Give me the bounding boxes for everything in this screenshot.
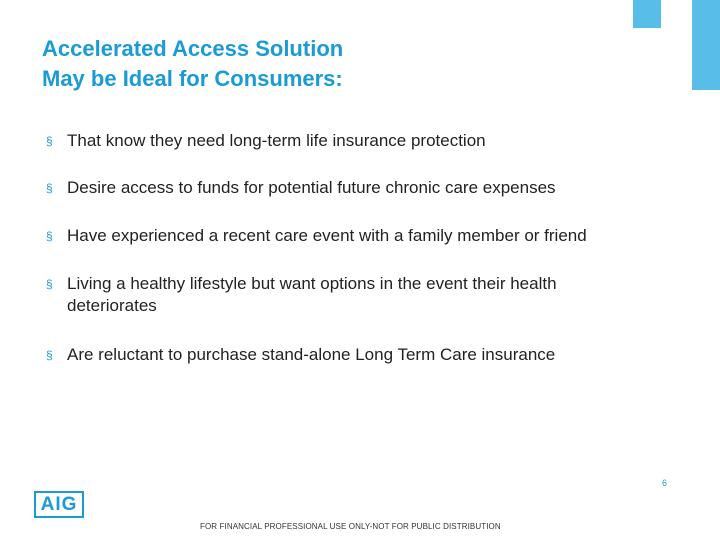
bullet-text: That know they need long-term life insurance protection	[67, 131, 486, 150]
bullet-marker-icon: §	[46, 348, 53, 362]
slide-title	[42, 34, 343, 94]
bullet-item	[46, 225, 667, 247]
bullet-marker-icon: §	[46, 229, 53, 243]
bullet-text: Are reluctant to purchase stand-alone Long Term Care insurance	[67, 345, 556, 364]
bullet-item	[46, 273, 647, 317]
bullet-marker-icon: §	[46, 181, 53, 195]
title-line-1: Accelerated Access Solution	[42, 36, 344, 61]
bullet-text: Desire access to funds for potential future chronic care expenses	[67, 178, 556, 197]
bullet-item	[46, 344, 667, 366]
bullet-item	[46, 177, 667, 199]
bullet-text: Have experienced a recent care event with a family member or friend	[67, 226, 587, 245]
corner-decoration	[633, 0, 720, 90]
aig-logo: AIG	[34, 491, 84, 518]
title-line-2: May be Ideal for Consumers:	[42, 66, 343, 91]
page-number: 6	[662, 478, 668, 488]
bullet-marker-icon: §	[46, 277, 53, 291]
bullet-text: Living a healthy lifestyle but want options in the event their health deteriorates	[67, 274, 557, 315]
bullet-item	[46, 130, 667, 152]
footer-disclaimer: FOR FINANCIAL PROFESSIONAL USE ONLY-NOT FOR PUBLIC DISTRIBUTION	[200, 522, 501, 531]
bullet-marker-icon: §	[46, 134, 53, 148]
